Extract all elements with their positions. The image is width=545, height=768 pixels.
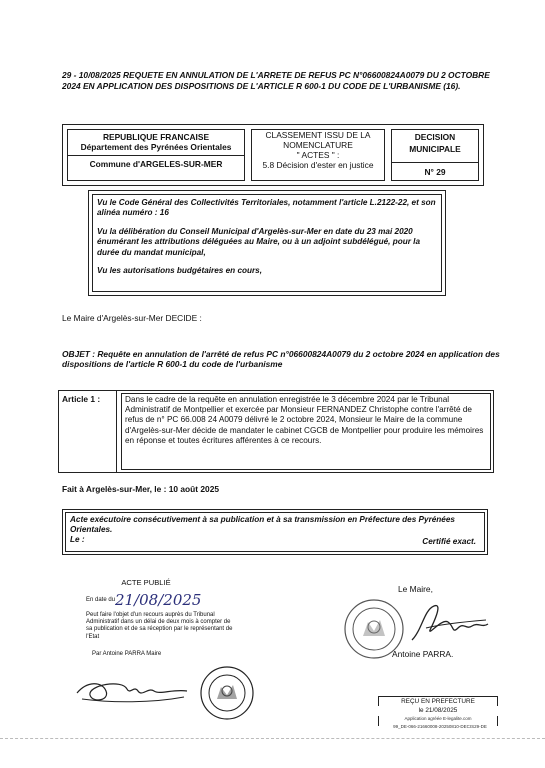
certifie-exact: Certifié exact. bbox=[422, 536, 476, 546]
acte-line1: Acte exécutoire consécutivement à sa publication et à sa transmission en Préfecture des Pyrénées Orientales. bbox=[70, 515, 455, 535]
maire-decide: Le Maire d'Argelès-sur-Mer DECIDE : bbox=[62, 313, 202, 323]
mayor-name: Antoine PARRA. bbox=[392, 649, 454, 659]
prefecture-receipt-stamp bbox=[378, 696, 498, 734]
recu-line1: REÇU EN PREFECTURE bbox=[401, 698, 475, 705]
vu-inner bbox=[92, 194, 442, 292]
article-label: Article 1 : bbox=[59, 391, 117, 472]
article-text: Dans le cadre de la requête en annulation enregistrée le 3 décembre 2024 par le Tribunal Administratif de Montpellier et exercée par Monsieur FERNANDEZ Christophe contre l'arrêté de refus de n° PC 66.008 24 A0079 délivré le 2 octobre 2024, Monsieur le Maire de la commune d'Argelès-sur-Mer décide de mandater le cabinet CGCB de Montpellier pour produire les mémoires en réponse et toutes écritures afférentes à ce recours. bbox=[121, 393, 491, 470]
page-title: 29 - 10/08/2025 REQUETE EN ANNULATION DE L'ARRETE DE REFUS PC N°06600824A0079 DU 2 OCTOBRE 2024 EN APPLICATION DES DISPOSITIONS DE L'ARTICLE R 600-1 DU CODE DE L'URBANISME (16). bbox=[62, 70, 490, 91]
decision-label: DECISION bbox=[414, 132, 456, 142]
header-classement-cell bbox=[251, 129, 385, 181]
signature-small-icon bbox=[72, 673, 192, 712]
vu-item: Vu la délibération du Conseil Municipal d'Argelès-sur-Mer en date du 23 mai 2020 énumérant les attributions déléguées au Maire, ou à un adjoint subdélégué, pour la durée du mandat municipal, bbox=[97, 226, 421, 257]
recu-line3: Application agréée E-legalite.com bbox=[404, 716, 472, 721]
mayor-signature-icon bbox=[402, 600, 492, 651]
acte-box bbox=[62, 509, 488, 555]
header-table bbox=[62, 124, 484, 186]
classement-line2: NOMENCLATURE bbox=[283, 140, 353, 150]
objet-text: OBJET : Requête en annulation de l'arrêté de refus PC n°06600824A0079 du 2 octobre 2024 en application des dispositions de l'article R 600-1 du code de l'urbanisme bbox=[62, 349, 500, 370]
decision-number: N° 29 bbox=[392, 162, 478, 177]
acte-inner bbox=[65, 512, 485, 552]
commune-label: Commune d'ARGELES-SUR-MER bbox=[68, 155, 244, 169]
departement-label: Département des Pyrénées Orientales bbox=[80, 142, 232, 152]
republique-label: REPUBLIQUE FRANCAISE bbox=[102, 132, 210, 142]
acte-line2: Le : bbox=[70, 535, 85, 545]
header-decision-cell bbox=[391, 129, 479, 181]
header-commune-cell bbox=[67, 129, 245, 181]
publication-by: Par Antoine PARRA Maire bbox=[92, 651, 162, 657]
commune-seal-icon bbox=[199, 665, 255, 726]
publication-date-label: En date du bbox=[86, 597, 116, 603]
publication-date-handwritten: 21/08/2025 bbox=[115, 591, 202, 609]
vu-item: Vu les autorisations budgétaires en cours, bbox=[97, 266, 263, 276]
acte-publie-title: ACTE PUBLIÉ bbox=[121, 578, 171, 587]
publication-text: Peut faire l'objet d'un recours auprès du Tribunal Administratif dans un délai de deux mois à compter de sa publication et de sa réception par le représentant de l'Etat bbox=[86, 612, 233, 640]
classement-line1: CLASSEMENT ISSU DE LA bbox=[265, 130, 371, 140]
recu-line4: 99_DE-066-21660008-20250810-DECIS29-DE bbox=[393, 724, 487, 729]
article-table bbox=[58, 390, 494, 473]
le-maire-label: Le Maire, bbox=[398, 584, 433, 594]
vu-item: Vu le Code Général des Collectivités Territoriales, notamment l'article L.2122-22, et son alinéa numéro : 16 bbox=[97, 198, 436, 218]
page-divider bbox=[0, 738, 545, 739]
fait-date: Fait à Argelès-sur-Mer, le : 10 août 2025 bbox=[62, 484, 220, 494]
classement-line3: " ACTES " : bbox=[296, 150, 340, 160]
municipale-label: MUNICIPALE bbox=[409, 144, 461, 154]
recu-line2: le 21/08/2025 bbox=[418, 707, 458, 714]
vu-box bbox=[88, 190, 446, 296]
classement-line4: 5.8 Décision d'ester en justice bbox=[262, 160, 374, 170]
